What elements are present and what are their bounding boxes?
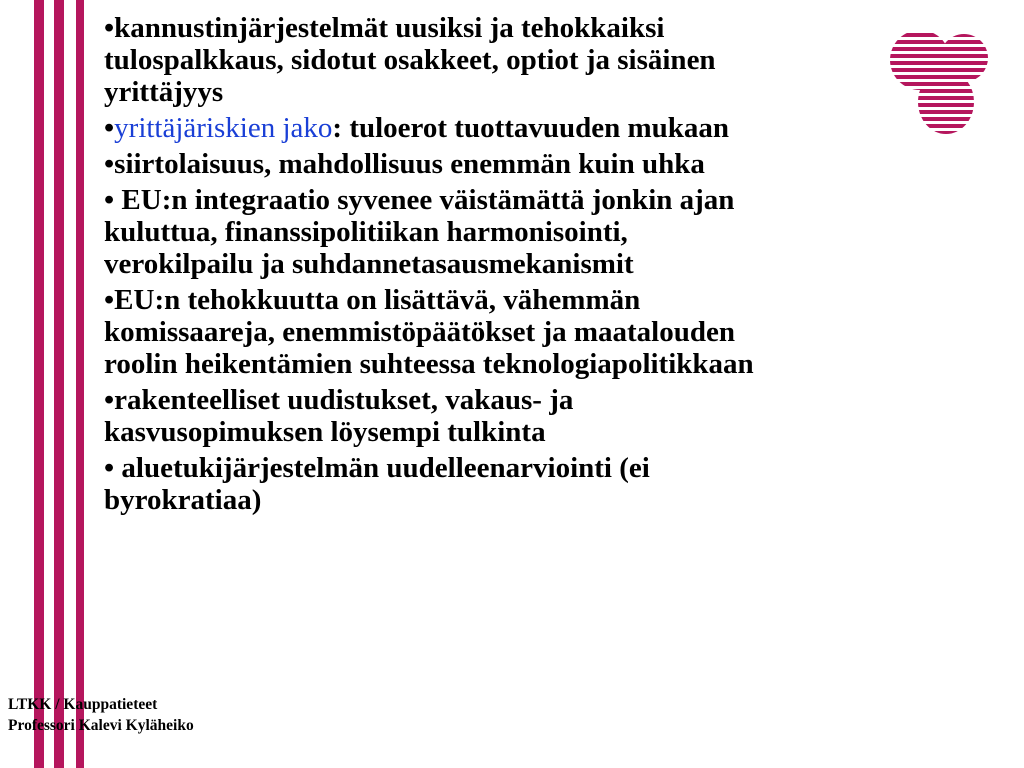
text-segment: kasvusopimuksen löysempi tulkinta: [104, 416, 546, 448]
bullet-line: [104, 12, 1009, 44]
text-segment: kuluttua, finanssipolitiikan harmonisointi,: [104, 216, 628, 248]
bullet-item: [104, 148, 1009, 180]
text-segment: •rakenteelliset uudistukset, vakaus- ja: [104, 384, 574, 416]
text-segment: byrokratiaa): [104, 484, 262, 516]
text-segment: komissaareja, enemmistöpäätökset ja maatalouden: [104, 316, 735, 348]
bullet-line: [104, 112, 1009, 144]
bullet-line: [104, 484, 1009, 516]
bullet-item: [104, 184, 1009, 280]
text-segment: •siirtolaisuus, mahdollisuus enemmän kuin uhka: [104, 148, 705, 180]
bullet-line: [104, 316, 1009, 348]
bullet-line: [104, 348, 1009, 380]
text-segment: tulospalkkaus, sidotut osakkeet, optiot ja sisäinen: [104, 44, 716, 76]
text-segment: roolin heikentämien suhteessa teknologiapolitikkaan: [104, 348, 754, 380]
bullet-line: [104, 284, 1009, 316]
bullet-line: [104, 216, 1009, 248]
decorative-bar: [54, 0, 64, 768]
bullet-list: [104, 12, 1009, 516]
bullet-line: [104, 44, 1009, 76]
text-segment: •: [104, 112, 115, 144]
bullet-line: [104, 248, 1009, 280]
bullet-item: [104, 112, 1009, 144]
bullet-item: [104, 12, 1009, 108]
bullet-item: [104, 284, 1009, 380]
bullet-line: [104, 76, 1009, 108]
footer: [8, 694, 194, 736]
footer-department: LTKK / Kauppatieteet: [8, 696, 158, 713]
bullet-line: [104, 384, 1009, 416]
bullet-line: [104, 416, 1009, 448]
text-segment: yrittäjyys: [104, 76, 224, 108]
text-segment: • EU:n integraatio syvenee väistämättä jonkin ajan: [104, 184, 735, 216]
bullet-line: [104, 148, 1009, 180]
decorative-bar: [34, 0, 44, 768]
highlighted-term: yrittäjäriskien jako: [114, 112, 333, 144]
bullet-line: [104, 452, 1009, 484]
text-segment: •kannustinjärjestelmät uusiksi ja tehokkaiksi: [104, 12, 665, 44]
bullet-item: [104, 384, 1009, 448]
text-segment: verokilpailu ja suhdannetasausmekanismit: [104, 248, 634, 280]
decorative-bar: [76, 0, 84, 768]
footer-professor: Professori Kalevi Kyläheiko: [8, 717, 194, 734]
bullet-line: [104, 184, 1009, 216]
text-segment: • aluetukijärjestelmän uudelleenarviointi (ei: [104, 452, 650, 484]
bullet-item: [104, 452, 1009, 516]
text-segment: : tuloerot tuottavuuden mukaan: [332, 112, 730, 144]
text-segment: •EU:n tehokkuutta on lisättävä, vähemmän: [104, 284, 641, 316]
